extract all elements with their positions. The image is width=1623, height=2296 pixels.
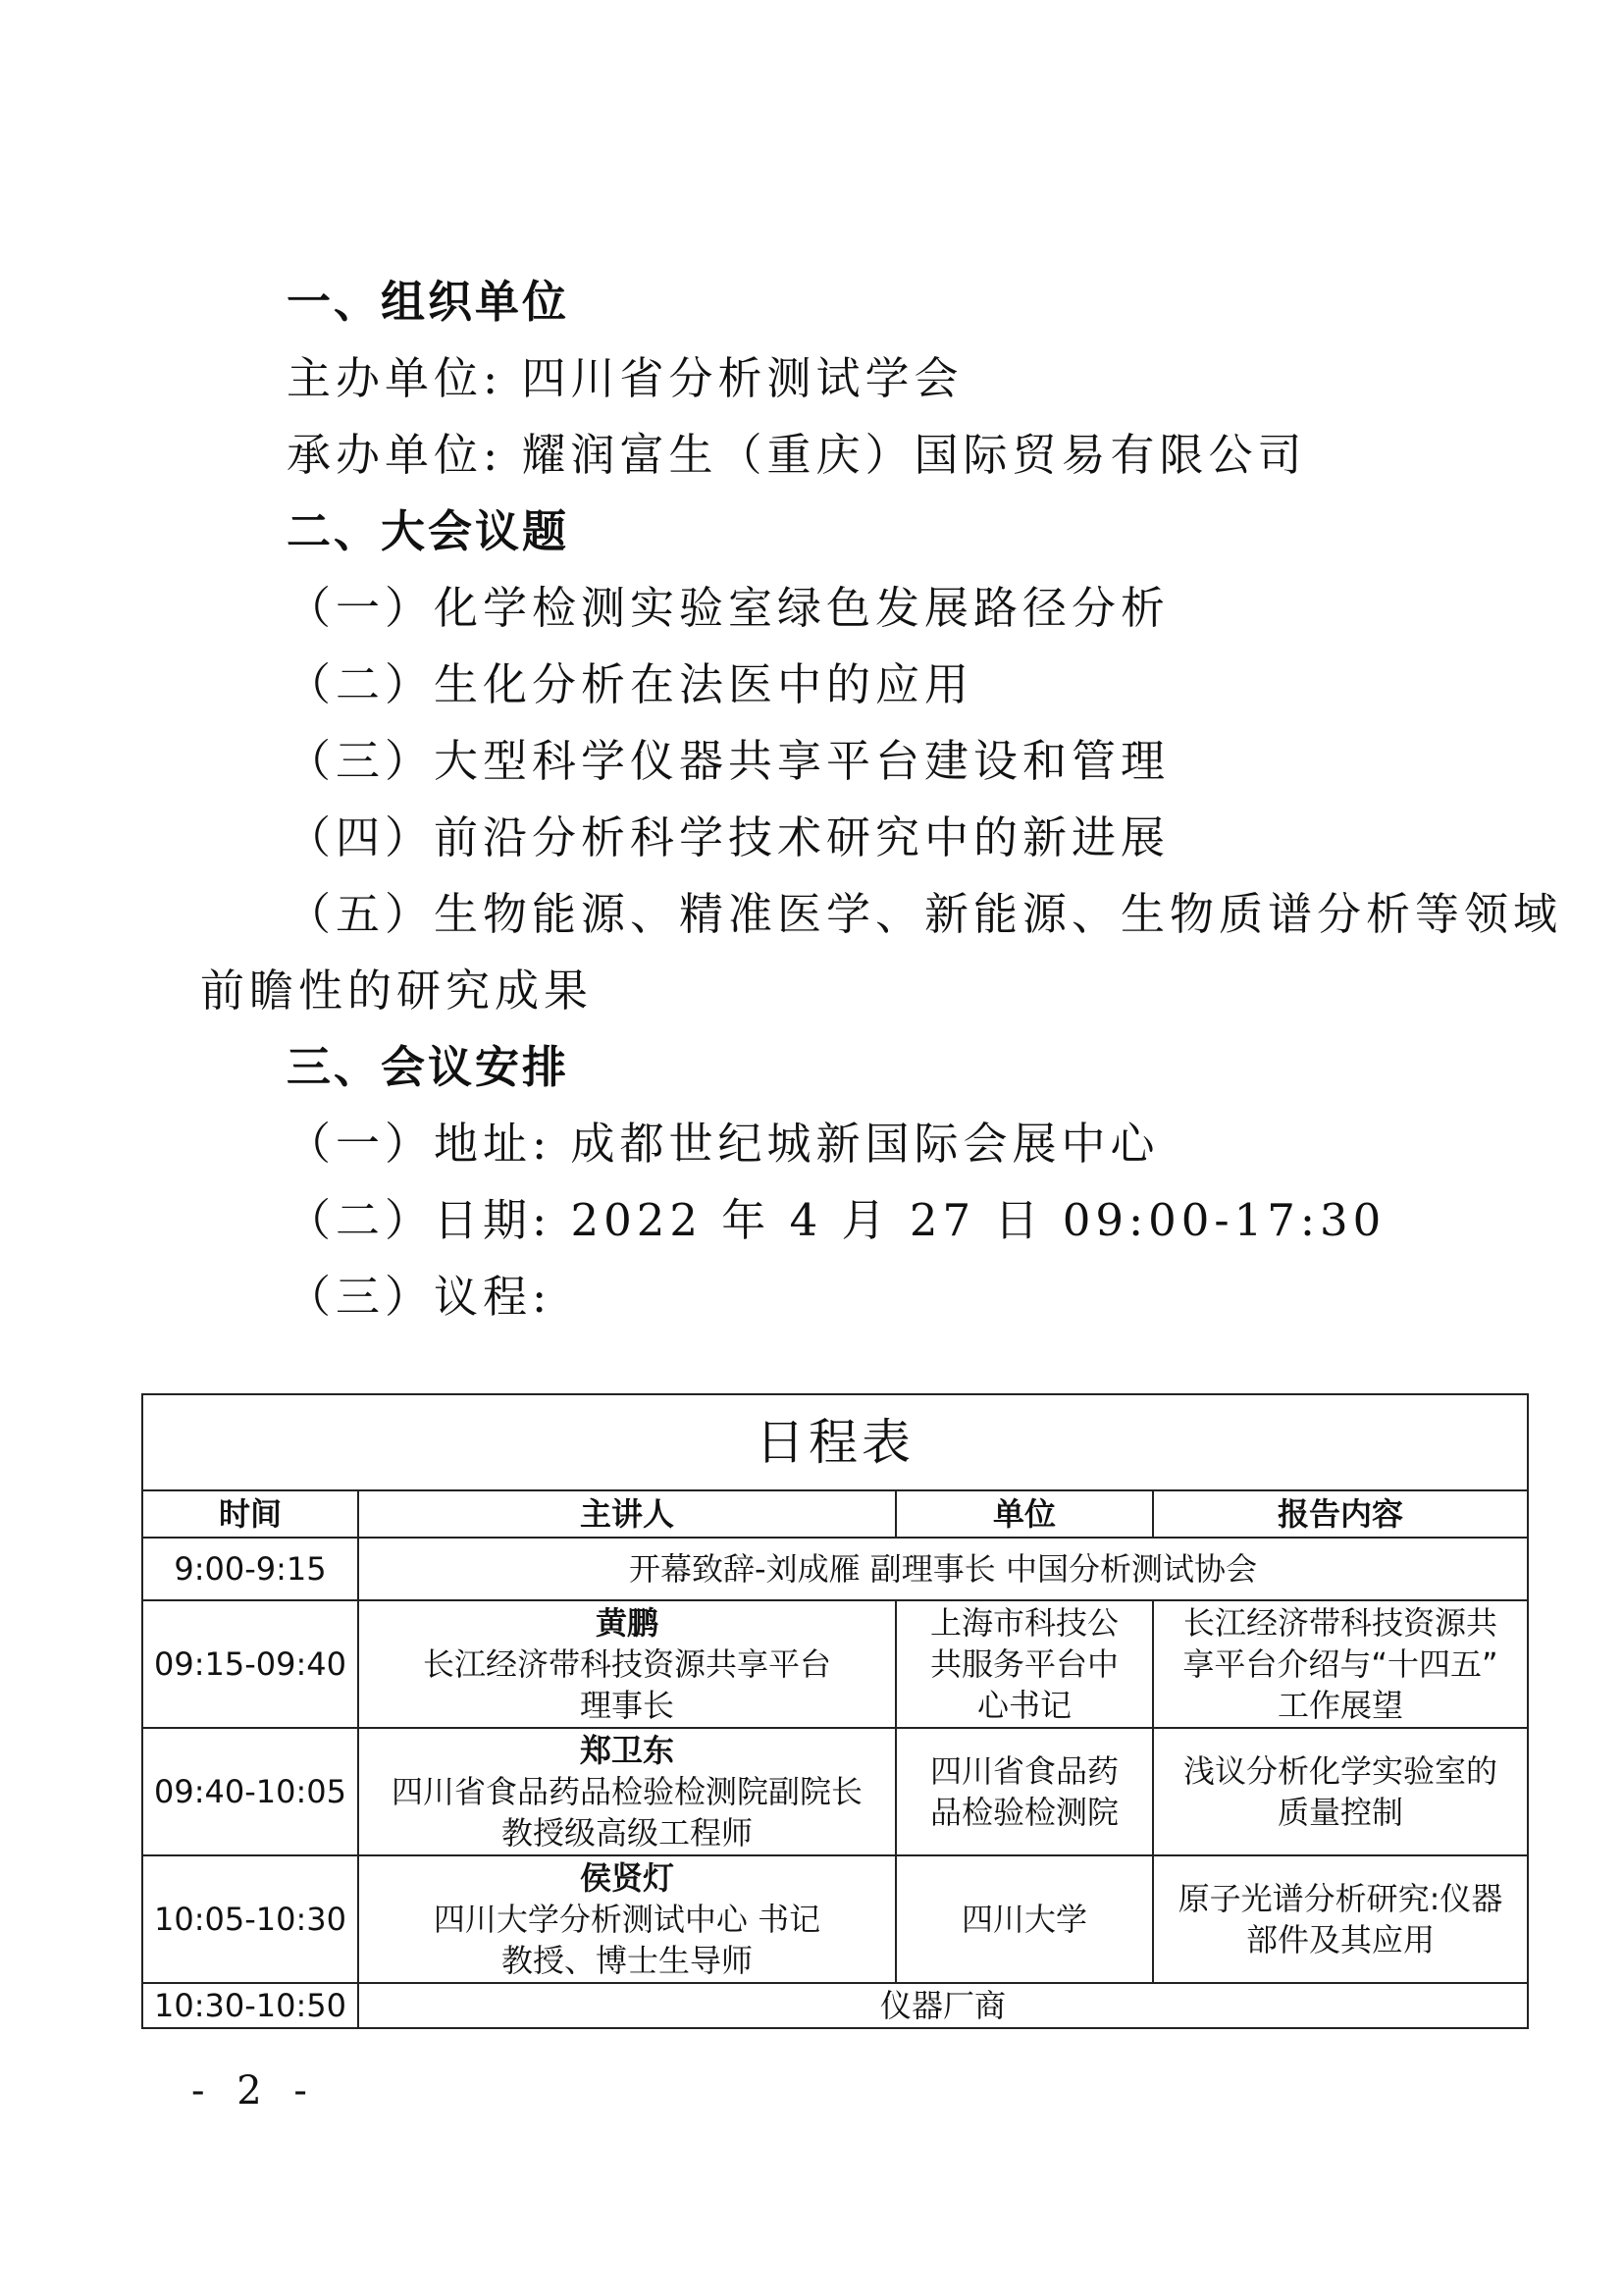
schedule-header-row: [142, 1490, 1528, 1538]
speaker-name: 侯贤灯: [579, 1859, 674, 1897]
table-row: [142, 1538, 1528, 1600]
topic-2: （二）生化分析在法医中的应用: [287, 658, 974, 710]
schedule-title: 日程表: [142, 1394, 1528, 1490]
header-topic: 报告内容: [1153, 1490, 1528, 1538]
unit-text: 品检验检测院: [929, 1794, 1119, 1831]
topic-4: （四）前沿分析科学技术研究中的新进展: [287, 811, 1171, 863]
merged-cell: 开幕致辞-刘成雁 副理事长 中国分析测试协会: [358, 1538, 1528, 1600]
topic-5-line-2: 前瞻性的研究成果: [200, 965, 594, 1017]
table-row: [142, 1728, 1528, 1855]
topic-text: 享平台介绍与“十四五”: [1182, 1645, 1498, 1683]
speaker-title: 教授级高级工程师: [500, 1814, 753, 1852]
speaker-cell: [358, 1855, 896, 1983]
unit-cell: 四川大学: [896, 1855, 1153, 1983]
topic-text: 质量控制: [1277, 1794, 1403, 1831]
speaker-title: 教授、博士生导师: [500, 1942, 753, 1979]
arrangement-date: （二）日期: 2022 年 4 月 27 日 09:00-17:30: [287, 1194, 1387, 1246]
page-number: - 2 -: [191, 2068, 317, 2113]
topic-text: 原子光谱分析研究:仪器: [1178, 1880, 1503, 1917]
header-speaker: 主讲人: [358, 1490, 896, 1538]
table-row: [142, 1855, 1528, 1983]
time-cell: 09:15-09:40: [142, 1600, 358, 1728]
table-row: [142, 1983, 1528, 2028]
speaker-title: 四川省食品药品检验检测院副院长: [391, 1773, 863, 1810]
section-heading-organizers: 一、组织单位: [287, 276, 570, 328]
unit-text: 四川省食品药: [929, 1752, 1119, 1790]
topic-3: （三）大型科学仪器共享平台建设和管理: [287, 735, 1171, 787]
topic-text: 工作展望: [1277, 1687, 1403, 1724]
section-heading-arrangements: 三、会议安排: [287, 1041, 570, 1093]
speaker-title: 长江经济带科技资源共享平台: [422, 1645, 831, 1683]
unit-text: 上海市科技公: [929, 1604, 1119, 1642]
speaker-name: 郑卫东: [579, 1732, 674, 1769]
speaker-cell: [358, 1728, 896, 1855]
topic-cell: [1153, 1600, 1528, 1728]
speaker-title: 理事长: [579, 1687, 674, 1724]
time-cell: 09:40-10:05: [142, 1728, 358, 1855]
unit-text: 共服务平台中: [929, 1645, 1119, 1683]
topic-5-line-1: （五）生物能源、精准医学、新能源、生物质谱分析等领域: [287, 888, 1563, 940]
speaker-title: 四川大学分析测试中心 书记: [433, 1901, 821, 1938]
speaker-cell: [358, 1600, 896, 1728]
schedule-table: [141, 1393, 1529, 2029]
topic-1: （一）化学检测实验室绿色发展路径分析: [287, 582, 1171, 634]
schedule-title-row: [142, 1394, 1528, 1490]
topic-text: 部件及其应用: [1245, 1921, 1435, 1958]
topic-text: 浅议分析化学实验室的: [1182, 1752, 1497, 1790]
topic-text: 长江经济带科技资源共: [1182, 1604, 1497, 1642]
unit-text: 心书记: [976, 1687, 1072, 1724]
host-unit: 主办单位: 四川省分析测试学会: [287, 352, 964, 404]
merged-cell: 仪器厂商: [358, 1983, 1528, 2028]
arrangement-agenda: （三）议程:: [287, 1271, 552, 1323]
time-cell: 9:00-9:15: [142, 1538, 358, 1600]
topic-cell: [1153, 1728, 1528, 1855]
time-cell: 10:30-10:50: [142, 1983, 358, 2028]
table-row: [142, 1600, 1528, 1728]
arrangement-address: （一）地址: 成都世纪城新国际会展中心: [287, 1118, 1160, 1170]
unit-cell: [896, 1600, 1153, 1728]
time-cell: 10:05-10:30: [142, 1855, 358, 1983]
header-time: 时间: [142, 1490, 358, 1538]
organizer-unit: 承办单位: 耀润富生（重庆）国际贸易有限公司: [287, 429, 1307, 481]
section-heading-topics: 二、大会议题: [287, 505, 570, 557]
header-unit: 单位: [896, 1490, 1153, 1538]
speaker-name: 黄鹏: [595, 1604, 658, 1642]
topic-cell: [1153, 1855, 1528, 1983]
unit-cell: [896, 1728, 1153, 1855]
